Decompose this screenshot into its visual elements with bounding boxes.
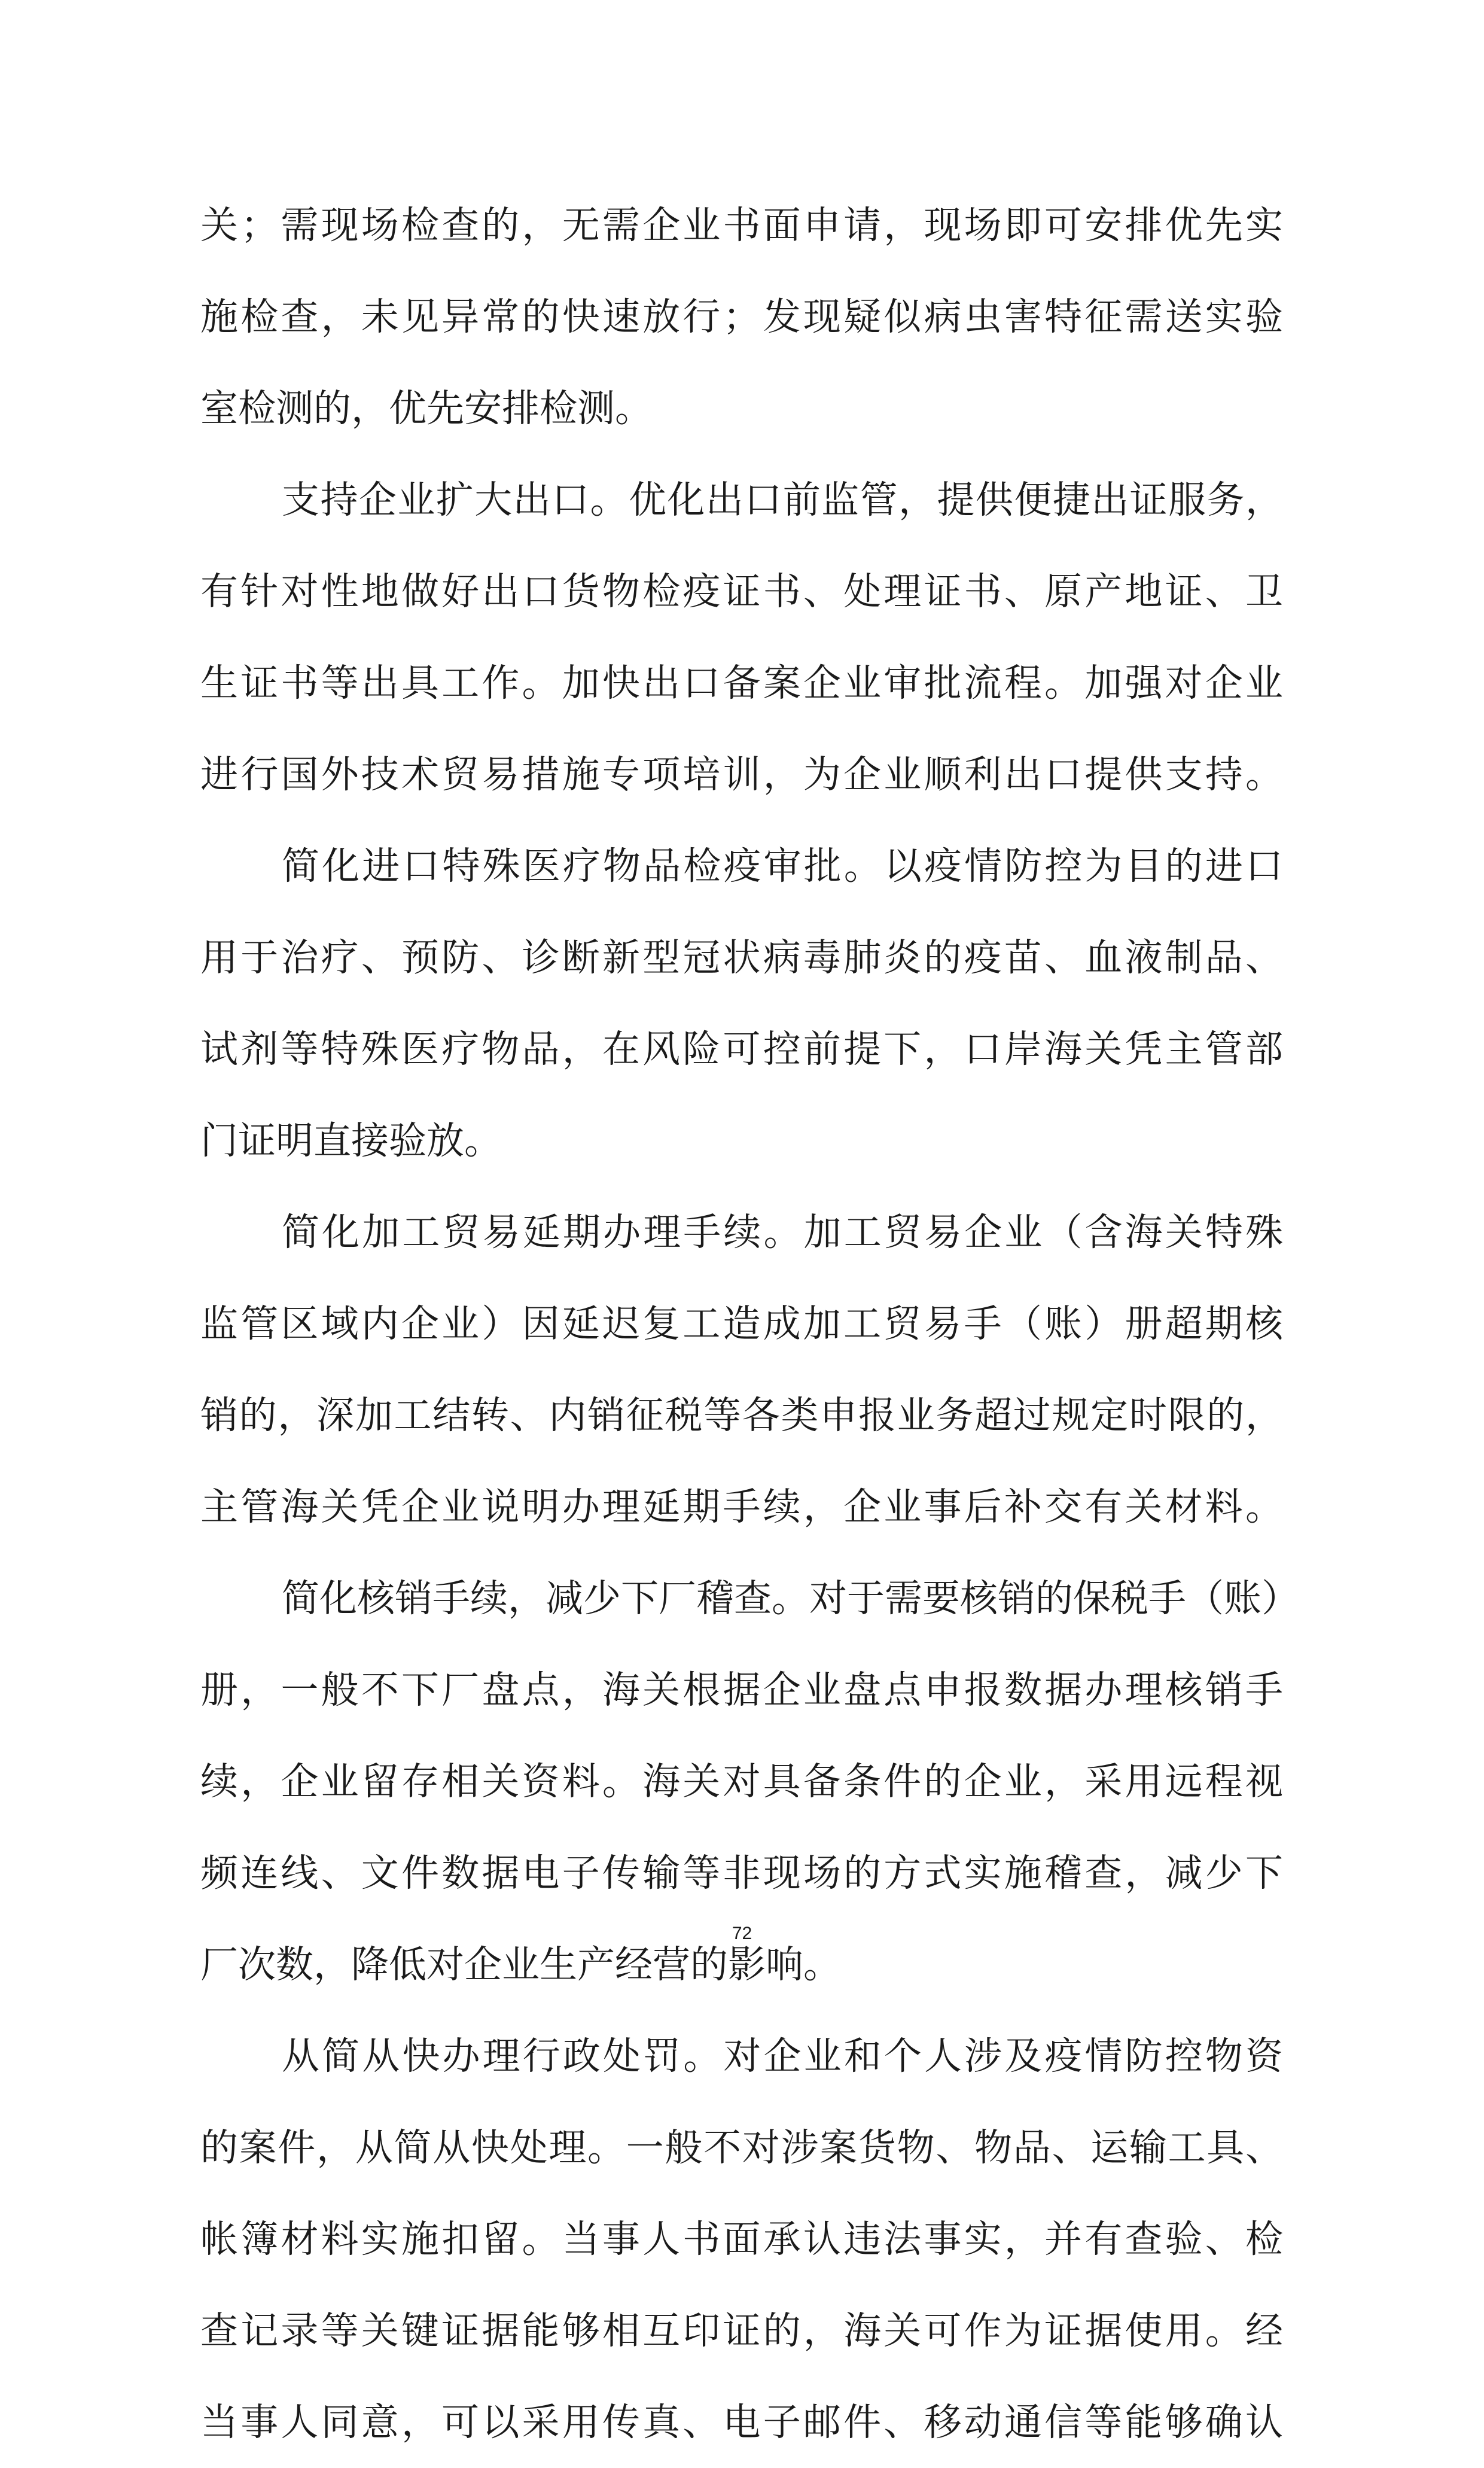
text-line: 当事人同意，可以采用传真、电子邮件、移动通信等能够确认 bbox=[200, 2400, 1283, 2444]
text-line: 册，一般不下厂盘点，海关根据企业盘点申报数据办理核销手 bbox=[200, 1668, 1283, 1712]
paragraph-start-line: 支持企业扩大出口。优化出口前监管，提供便捷出证服务， bbox=[282, 478, 1283, 522]
text-line: 生证书等出具工作。加快出口备案企业审批流程。加强对企业 bbox=[200, 661, 1283, 705]
text-line: 关；需现场检查的，无需企业书面申请，现场即可安排优先实 bbox=[200, 203, 1283, 247]
text-line: 试剂等特殊医疗物品，在风险可控前提下，口岸海关凭主管部 bbox=[200, 1027, 1283, 1071]
page-number: 72 bbox=[732, 1924, 752, 1943]
text-line: 频连线、文件数据电子传输等非现场的方式实施稽查，减少下 bbox=[200, 1851, 1283, 1895]
text-line: 厂次数，降低对企业生产经营的影响。 bbox=[200, 1943, 841, 1986]
text-line: 查记录等关键证据能够相互印证的，海关可作为证据使用。经 bbox=[200, 2309, 1283, 2353]
paragraph-start-line: 从简从快办理行政处罚。对企业和个人涉及疫情防控物资 bbox=[282, 2034, 1283, 2078]
text-line: 续，企业留存相关资料。海关对具备条件的企业，采用远程视 bbox=[200, 1760, 1283, 1803]
text-line: 主管海关凭企业说明办理延期手续，企业事后补交有关材料。 bbox=[200, 1485, 1283, 1529]
text-line: 门证明直接验放。 bbox=[200, 1119, 502, 1163]
paragraph-start-line: 简化进口特殊医疗物品检疫审批。以疫情防控为目的进口 bbox=[282, 844, 1283, 888]
text-line: 施检查，未见异常的快速放行；发现疑似病虫害特征需送实验 bbox=[200, 295, 1283, 339]
text-line: 监管区域内企业）因延迟复工造成加工贸易手（账）册超期核 bbox=[200, 1302, 1283, 1346]
paragraph-start-line: 简化加工贸易延期办理手续。加工贸易企业（含海关特殊 bbox=[282, 1210, 1283, 1254]
text-line: 的案件，从简从快处理。一般不对涉案货物、物品、运输工具、 bbox=[200, 2126, 1283, 2169]
text-line: 销的，深加工结转、内销征税等各类申报业务超过规定时限的， bbox=[200, 1393, 1283, 1437]
text-line: 进行国外技术贸易措施专项培训，为企业顺利出口提供支持。 bbox=[200, 753, 1283, 796]
text-line: 有针对性地做好出口货物检疫证书、处理证书、原产地证、卫 bbox=[200, 570, 1283, 613]
paragraph-start-line: 简化核销手续，减少下厂稽查。对于需要核销的保税手（账） bbox=[282, 1577, 1299, 1620]
text-line: 室检测的，优先安排检测。 bbox=[200, 387, 653, 430]
text-line: 帐簿材料实施扣留。当事人书面承认违法事实，并有查验、检 bbox=[200, 2217, 1283, 2261]
text-line: 用于治疗、预防、诊断新型冠状病毒肺炎的疫苗、血液制品、 bbox=[200, 936, 1283, 979]
body-text bbox=[200, 179, 1299, 2468]
